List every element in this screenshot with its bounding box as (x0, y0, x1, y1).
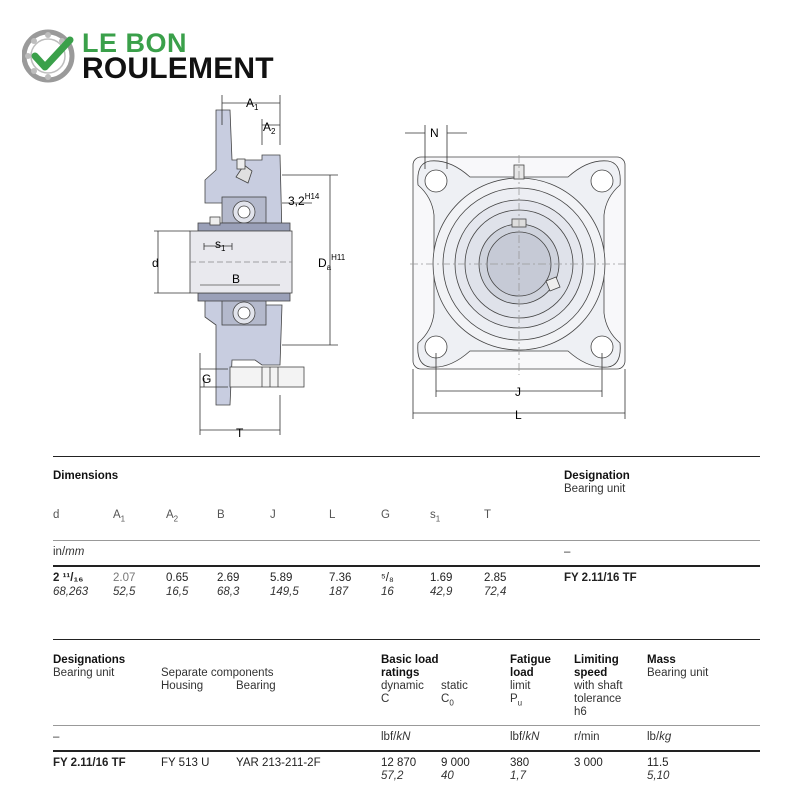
dim-label-j: J (515, 385, 521, 399)
front-view-drawing (405, 125, 628, 419)
designation-value: FY 2.11/16 TF (564, 572, 637, 584)
limiting-title-2: speed (574, 667, 608, 679)
dim-label-da: $D_a^{H11}$ (318, 253, 346, 272)
dim-label-l: L (515, 408, 522, 422)
val-b-in: 2.69 (217, 572, 240, 584)
unit-dash: – (53, 731, 60, 743)
unit-speed: r/min (574, 731, 600, 743)
designations-title: Designations (53, 654, 126, 666)
col-g: G (381, 509, 390, 521)
bearing-header: Bearing (236, 680, 276, 692)
dim-label-tolerance: $3,2^{H14}$ (288, 192, 320, 208)
brand-line-1: LE BON (82, 28, 188, 58)
col-l: L (329, 509, 336, 521)
specs-units-rule (53, 750, 760, 752)
technical-drawings (0, 85, 800, 450)
limiting-title-1: Limiting (574, 654, 619, 666)
static-header: static (441, 680, 468, 692)
val-j-mm: 149,5 (270, 586, 299, 598)
bearing-check-logo-icon (22, 28, 78, 84)
fatigue-title-1: Fatigue (510, 654, 551, 666)
row-bearing: YAR 213-211-2F (236, 757, 321, 769)
dims-section-title: Dimensions (53, 470, 119, 482)
designation-subtitle: Bearing unit (564, 483, 626, 495)
designation-units: – (564, 546, 571, 558)
row-static-lbf: 9 000 (441, 757, 470, 769)
specs-top-rule (53, 639, 760, 640)
val-s1-in: 1.69 (430, 572, 453, 584)
drawing-canvas (0, 85, 800, 450)
col-b: B (217, 509, 225, 521)
col-j: J (270, 509, 276, 521)
brand-logo (22, 28, 312, 84)
separate-components-title: Separate components (161, 667, 274, 679)
fatigue-title-2: load (510, 667, 534, 679)
val-l-in: 7.36 (329, 572, 352, 584)
val-t-mm: 72,4 (484, 586, 507, 598)
limiting-title-4: tolerance (574, 693, 622, 705)
dim-label-g: G (202, 372, 212, 386)
dim-label-n: N (430, 126, 439, 140)
val-a1-in: 2.07 (113, 572, 136, 584)
dims-units: in/mm (53, 546, 85, 558)
dim-label-b: B (232, 272, 241, 286)
dims-top-rule (53, 456, 760, 457)
row-mass-kg: 5,10 (647, 770, 670, 782)
row-housing: FY 513 U (161, 757, 210, 769)
val-a1-mm: 52,5 (113, 586, 136, 598)
row-dynamic-kn: 57,2 (381, 770, 404, 782)
dim-label-a1: $A_1$ (246, 96, 259, 112)
c-header: C (381, 693, 390, 705)
specs-header-rule (53, 725, 760, 726)
designation-title: Designation (564, 470, 630, 482)
val-j-in: 5.89 (270, 572, 293, 584)
dim-label-a2: $A_2$ (263, 120, 276, 136)
side-view-drawing (154, 95, 338, 435)
row-fatigue-lbf: 380 (510, 757, 530, 769)
row-fatigue-kn: 1,7 (510, 770, 526, 782)
housing-header: Housing (161, 680, 204, 692)
limiting-title-5: h6 (574, 706, 587, 718)
mass-title: Mass (647, 654, 676, 666)
unit-load-basic: lbf/kN (381, 731, 411, 743)
val-l-mm: 187 (329, 586, 349, 598)
unit-mass: lb/kg (647, 731, 672, 743)
col-a2: $A_2$ (166, 509, 179, 524)
fatigue-title-3: limit (510, 680, 531, 692)
brand-line-2: ROULEMENT (82, 52, 274, 85)
val-t-in: 2.85 (484, 572, 507, 584)
row-unit: FY 2.11/16 TF (53, 757, 126, 769)
row-mass-lb: 11.5 (647, 757, 669, 769)
dims-header-rule (53, 540, 760, 541)
row-speed: 3 000 (574, 757, 603, 769)
dims-units-rule (53, 565, 760, 567)
basic-load-title-2: ratings (381, 667, 420, 679)
dim-label-d: d (152, 256, 159, 270)
dim-label-t: T (236, 426, 244, 440)
dynamic-header: dynamic (381, 680, 424, 692)
val-a2-in: 0.65 (166, 572, 189, 584)
val-d-in: 2 ¹¹/₁₆ (53, 572, 84, 584)
col-s1: $s_1$ (430, 509, 441, 524)
val-g-mm: 16 (381, 586, 394, 598)
basic-load-title-1: Basic load (381, 654, 439, 666)
unit-load-fatigue: lbf/kN (510, 731, 540, 743)
val-g-in: ⁵/₈ (381, 572, 394, 584)
val-s1-mm: 42,9 (430, 586, 453, 598)
val-b-mm: 68,3 (217, 586, 240, 598)
col-a1: $A_1$ (113, 509, 126, 524)
designations-subtitle: Bearing unit (53, 667, 115, 679)
val-d-mm: 68,263 (53, 586, 89, 598)
col-t: T (484, 509, 492, 521)
row-static-kn: 40 (441, 770, 454, 782)
row-dynamic-lbf: 12 870 (381, 757, 417, 769)
c0-header: $C_0$ (441, 693, 454, 708)
mass-subtitle: Bearing unit (647, 667, 709, 679)
limiting-title-3: with shaft (574, 680, 623, 692)
col-d: d (53, 509, 60, 521)
val-a2-mm: 16,5 (166, 586, 189, 598)
dim-label-s1: $s_1$ (215, 237, 226, 253)
pu-header: $P_u$ (510, 693, 523, 708)
